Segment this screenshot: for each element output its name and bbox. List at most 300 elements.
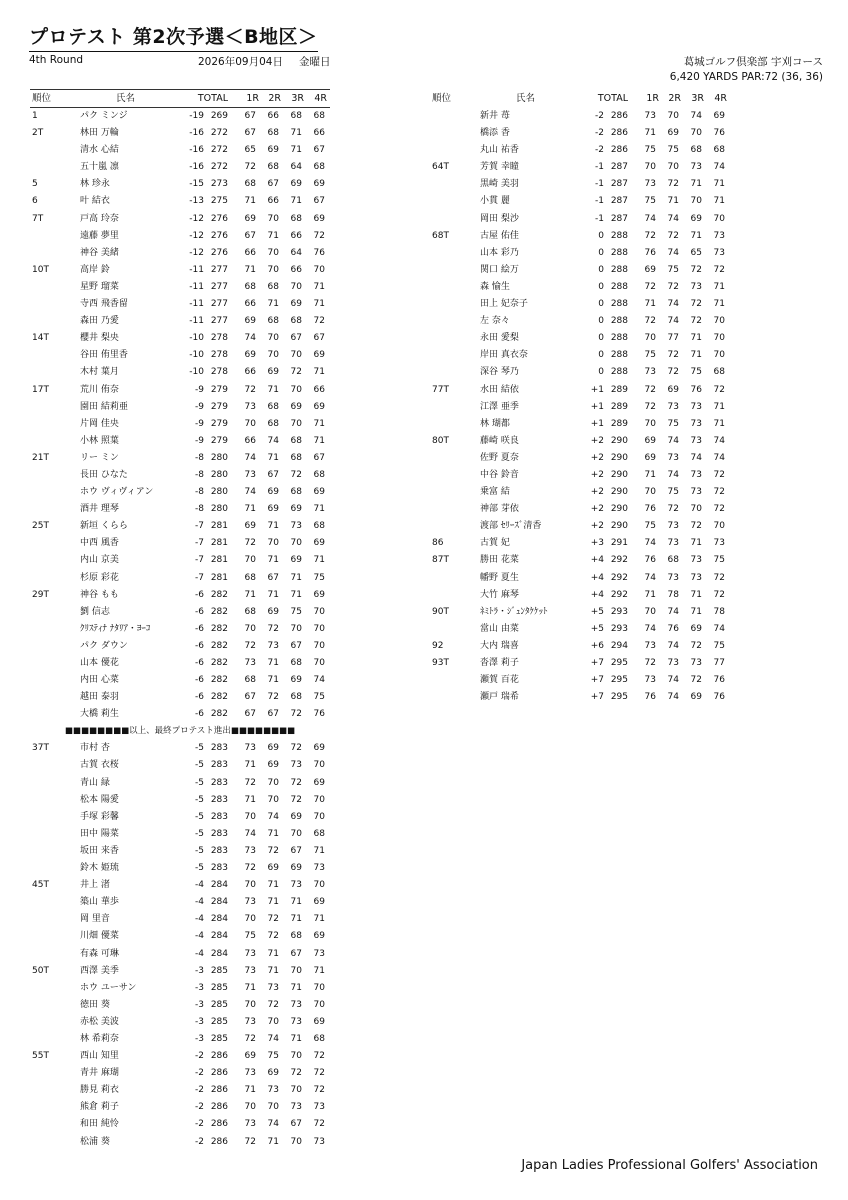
round-2-cell: 73	[667, 401, 679, 412]
total-score-cell: 293	[610, 606, 628, 617]
round-1-cell: 74	[244, 828, 256, 839]
total-score-cell: 283	[210, 743, 228, 754]
round-4-cell: 76	[713, 692, 725, 703]
total-score-cell: 286	[210, 1051, 228, 1062]
total-score-cell: 288	[610, 333, 628, 344]
to-par-cell: -11	[189, 299, 204, 310]
to-par-cell: +2	[590, 435, 604, 446]
round-4-cell: 74	[713, 162, 725, 173]
to-par-cell: -5	[195, 811, 204, 822]
round-3-cell: 73	[290, 1102, 302, 1113]
round-2-cell: 74	[667, 299, 679, 310]
to-par-cell: -12	[189, 230, 204, 241]
position-cell: 1	[32, 111, 38, 121]
to-par-cell: -4	[195, 914, 204, 925]
round-4-cell: 69	[313, 350, 325, 361]
player-name-cell: 古賀 衣桜	[80, 760, 119, 771]
round-3-cell: 70	[690, 128, 702, 139]
round-4-cell: 71	[313, 281, 325, 292]
round-2-cell: 70	[267, 777, 279, 788]
to-par-cell: 0	[598, 333, 604, 344]
position-cell: 93T	[432, 658, 449, 668]
table-row	[30, 1082, 330, 1099]
player-name-cell: ホウ ユーサン	[80, 982, 137, 993]
table-row	[30, 330, 330, 347]
to-par-cell: +1	[590, 418, 604, 429]
round-4-cell: 70	[313, 623, 325, 634]
round-2-cell: 69	[267, 606, 279, 617]
round-3-cell: 69	[290, 179, 302, 190]
position-cell: 55T	[32, 1051, 49, 1062]
to-par-cell: -6	[195, 606, 204, 617]
to-par-cell: -9	[195, 418, 204, 429]
round-1-cell: 75	[644, 196, 656, 207]
round-1-cell: 70	[244, 418, 256, 429]
round-3-cell: 69	[290, 811, 302, 822]
round-2-cell: 72	[667, 230, 679, 241]
to-par-cell: 0	[598, 367, 604, 378]
to-par-cell: -7	[195, 572, 204, 583]
round-4-cell: 70	[713, 333, 725, 344]
round-4-cell: 70	[313, 606, 325, 617]
player-name-cell: 内田 心菜	[80, 675, 119, 686]
round-4-cell: 73	[313, 863, 325, 874]
total-score-cell: 288	[610, 350, 628, 361]
player-name-cell: 瀬戸 瑞希	[480, 692, 519, 703]
round-1-cell: 71	[244, 196, 256, 207]
to-par-cell: -3	[195, 982, 204, 993]
total-score-cell: 277	[210, 281, 228, 292]
to-par-cell: -8	[195, 469, 204, 480]
to-par-cell: -1	[595, 213, 604, 224]
round-3-cell: 70	[290, 1085, 302, 1096]
total-score-cell: 283	[210, 777, 228, 788]
round-2-cell: 74	[667, 640, 679, 651]
total-score-cell: 280	[210, 487, 228, 498]
player-name-cell: 沓澤 莉子	[480, 658, 519, 668]
round-3-cell: 70	[290, 1136, 302, 1147]
header-round-4: 4R	[714, 93, 727, 104]
player-name-cell: 乗富 結	[480, 487, 510, 498]
round-1-cell: 68	[244, 572, 256, 583]
footer-organization: Japan Ladies Professional Golfers' Association	[521, 1158, 818, 1173]
total-score-cell: 275	[210, 196, 228, 207]
player-name-cell: 谷田 侑里香	[80, 350, 128, 361]
round-2-cell: 71	[267, 880, 279, 891]
round-2-cell: 72	[267, 914, 279, 925]
total-score-cell: 280	[210, 504, 228, 515]
to-par-cell: -7	[195, 521, 204, 532]
table-row	[30, 364, 330, 381]
to-par-cell: -7	[195, 538, 204, 549]
player-name-cell: 川畑 優菜	[80, 931, 119, 942]
player-name-cell: 清水 心結	[80, 145, 119, 156]
round-3-cell: 71	[690, 589, 702, 600]
to-par-cell: -5	[195, 760, 204, 771]
round-3-cell: 66	[290, 230, 302, 241]
round-2-cell: 71	[267, 521, 279, 532]
player-name-cell: 徳田 葵	[80, 999, 110, 1010]
round-1-cell: 70	[644, 333, 656, 344]
round-1-cell: 69	[244, 521, 256, 532]
round-2-cell: 74	[267, 811, 279, 822]
table-row	[30, 860, 330, 877]
player-name-cell: 古賀 妃	[480, 538, 510, 549]
position-cell: 21T	[32, 452, 49, 463]
round-2-cell: 71	[267, 948, 279, 959]
player-name-cell: 戸高 玲奈	[80, 213, 119, 224]
table-row	[30, 211, 330, 228]
round-2-cell: 70	[667, 162, 679, 173]
round-2-cell: 70	[267, 350, 279, 361]
player-name-cell: 大竹 麻琴	[480, 589, 519, 600]
player-name-cell: 築山 華歩	[80, 897, 119, 908]
to-par-cell: -6	[195, 675, 204, 686]
player-name-cell: 中西 風香	[80, 538, 119, 549]
round-3-cell: 73	[690, 401, 702, 412]
round-2-cell: 69	[667, 128, 679, 139]
round-4-cell: 70	[713, 350, 725, 361]
round-1-cell: 73	[244, 1068, 256, 1079]
round-3-cell: 70	[290, 623, 302, 634]
player-name-cell: 有森 可琳	[80, 948, 119, 959]
round-4-cell: 76	[313, 247, 325, 258]
round-3-cell: 71	[290, 196, 302, 207]
round-4-cell: 68	[313, 1033, 325, 1044]
total-score-cell: 285	[210, 1033, 228, 1044]
round-3-cell: 72	[690, 264, 702, 275]
round-3-cell: 69	[290, 863, 302, 874]
round-4-cell: 70	[713, 521, 725, 532]
round-1-cell: 73	[244, 1119, 256, 1130]
round-3-cell: 71	[690, 538, 702, 549]
round-2-cell: 73	[667, 521, 679, 532]
player-name-cell: 松浦 葵	[80, 1136, 110, 1147]
player-name-cell: 内山 京美	[80, 555, 119, 566]
round-1-cell: 73	[244, 658, 256, 668]
total-score-cell: 272	[210, 145, 228, 156]
player-name-cell: 酒井 理琴	[80, 504, 119, 515]
player-name-cell: 木村 葉月	[80, 367, 119, 378]
round-2-cell: 75	[267, 1051, 279, 1062]
table-row	[30, 997, 330, 1014]
round-4-cell: 70	[313, 982, 325, 993]
to-par-cell: +6	[590, 640, 604, 651]
round-1-cell: 73	[644, 111, 656, 121]
round-1-cell: 72	[244, 1033, 256, 1044]
table-row	[30, 1014, 330, 1031]
player-name-cell: 熊倉 莉子	[80, 1102, 119, 1113]
player-name-cell: 山本 彩乃	[480, 247, 519, 258]
to-par-cell: +7	[590, 658, 604, 668]
round-2-cell: 72	[667, 504, 679, 515]
round-4-cell: 71	[713, 196, 725, 207]
total-score-cell: 295	[610, 658, 628, 668]
table-row	[30, 946, 330, 963]
round-1-cell: 68	[244, 675, 256, 686]
total-score-cell: 287	[610, 162, 628, 173]
round-4-cell: 71	[313, 367, 325, 378]
round-3-cell: 72	[690, 521, 702, 532]
round-4-cell: 72	[713, 572, 725, 583]
header-round-3: 3R	[691, 93, 704, 104]
round-2-cell: 74	[667, 469, 679, 480]
header-total: TOTAL	[197, 93, 228, 104]
round-3-cell: 73	[690, 555, 702, 566]
to-par-cell: 0	[598, 316, 604, 327]
to-par-cell: -9	[195, 435, 204, 446]
round-1-cell: 70	[244, 999, 256, 1010]
round-3-cell: 72	[290, 743, 302, 754]
player-name-cell: 藤崎 咲良	[480, 435, 519, 446]
player-name-cell: 叶 結衣	[80, 196, 110, 207]
player-name-cell: 井上 渚	[80, 880, 110, 891]
round-4-cell: 68	[313, 521, 325, 532]
round-1-cell: 72	[244, 162, 256, 173]
round-2-cell: 72	[667, 350, 679, 361]
position-cell: 7T	[32, 213, 44, 224]
total-score-cell: 283	[210, 845, 228, 856]
round-2-cell: 69	[267, 743, 279, 754]
table-row	[30, 518, 330, 535]
to-par-cell: -2	[595, 145, 604, 156]
player-name-cell: リー ミン	[80, 452, 119, 463]
total-score-cell: 281	[210, 521, 228, 532]
player-name-cell: 西山 知里	[80, 1051, 119, 1062]
round-2-cell: 74	[267, 435, 279, 446]
player-name-cell: 荒川 侑奈	[80, 384, 119, 395]
round-3-cell: 73	[290, 1016, 302, 1027]
round-3-cell: 70	[690, 504, 702, 515]
round-3-cell: 69	[290, 675, 302, 686]
round-4-cell: 70	[713, 316, 725, 327]
table-row	[30, 382, 330, 399]
player-name-cell: 片岡 佳央	[80, 418, 119, 429]
to-par-cell: +3	[590, 538, 604, 549]
round-2-cell: 70	[667, 111, 679, 121]
player-name-cell: 劉 信志	[80, 606, 110, 617]
round-3-cell: 73	[690, 435, 702, 446]
total-score-cell: 290	[610, 504, 628, 515]
round-1-cell: 72	[644, 230, 656, 241]
to-par-cell: -8	[195, 487, 204, 498]
round-4-cell: 72	[713, 264, 725, 275]
round-4-cell: 75	[713, 555, 725, 566]
round-3-cell: 71	[690, 333, 702, 344]
round-4-cell: 69	[313, 743, 325, 754]
position-cell: 90T	[432, 606, 449, 617]
round-3-cell: 68	[290, 213, 302, 224]
to-par-cell: -6	[195, 640, 204, 651]
total-score-cell: 291	[610, 538, 628, 549]
player-name-cell: 瀬賀 百花	[480, 675, 519, 686]
round-3-cell: 72	[290, 367, 302, 378]
player-name-cell: ホウ ヴィヴィアン	[80, 487, 154, 498]
table-row	[30, 604, 330, 621]
total-score-cell: 269	[210, 111, 228, 121]
round-4-cell: 74	[713, 452, 725, 463]
player-name-cell: 杉原 彩花	[80, 572, 119, 583]
round-2-cell: 76	[667, 623, 679, 634]
to-par-cell: 0	[598, 247, 604, 258]
round-4-cell: 73	[313, 948, 325, 959]
round-1-cell: 69	[244, 213, 256, 224]
round-1-cell: 74	[644, 538, 656, 549]
header-name: 氏名	[116, 93, 136, 104]
round-3-cell: 68	[690, 145, 702, 156]
round-1-cell: 70	[644, 418, 656, 429]
round-2-cell: 74	[267, 1119, 279, 1130]
round-4-cell: 69	[313, 897, 325, 908]
round-1-cell: 73	[244, 948, 256, 959]
round-2-cell: 74	[667, 606, 679, 617]
total-score-cell: 286	[210, 1068, 228, 1079]
round-1-cell: 76	[644, 504, 656, 515]
round-1-cell: 69	[644, 264, 656, 275]
player-name-cell: 林 珍永	[80, 179, 110, 190]
table-row	[30, 826, 330, 843]
to-par-cell: -5	[195, 863, 204, 874]
round-2-cell: 74	[667, 213, 679, 224]
round-1-cell: 70	[244, 1102, 256, 1113]
player-name-cell: 永田 愛梨	[480, 333, 519, 344]
round-2-cell: 68	[267, 281, 279, 292]
round-4-cell: 71	[313, 845, 325, 856]
round-2-cell: 75	[667, 264, 679, 275]
table-row	[30, 570, 330, 587]
round-2-cell: 73	[267, 982, 279, 993]
round-4-cell: 68	[313, 469, 325, 480]
position-cell: 68T	[432, 230, 449, 241]
total-score-cell: 286	[210, 1085, 228, 1096]
to-par-cell: +2	[590, 504, 604, 515]
round-2-cell: 70	[267, 247, 279, 258]
round-4-cell: 71	[313, 914, 325, 925]
to-par-cell: -10	[189, 350, 204, 361]
round-4-cell: 72	[313, 316, 325, 327]
total-score-cell: 287	[610, 213, 628, 224]
table-row	[30, 621, 330, 638]
to-par-cell: -6	[195, 589, 204, 600]
total-score-cell: 280	[210, 452, 228, 463]
round-4-cell: 68	[313, 111, 325, 121]
round-3-cell: 74	[690, 111, 702, 121]
round-1-cell: 74	[244, 333, 256, 344]
round-4-cell: 72	[713, 589, 725, 600]
to-par-cell: -1	[595, 179, 604, 190]
round-1-cell: 70	[644, 162, 656, 173]
round-4-cell: 71	[313, 965, 325, 976]
event-date: 2026年09月04日	[198, 56, 283, 68]
header-position: 順位	[32, 93, 52, 104]
round-2-cell: 67	[267, 179, 279, 190]
round-2-cell: 78	[667, 589, 679, 600]
round-1-cell: 71	[644, 128, 656, 139]
player-name-cell: 當山 由菜	[480, 623, 519, 634]
total-score-cell: 295	[610, 692, 628, 703]
table-row	[30, 1065, 330, 1082]
player-name-cell: 大内 瑞喜	[480, 640, 519, 651]
round-4-cell: 73	[313, 1136, 325, 1147]
to-par-cell: +2	[590, 452, 604, 463]
to-par-cell: -2	[595, 128, 604, 139]
round-2-cell: 72	[267, 623, 279, 634]
round-4-cell: 71	[313, 299, 325, 310]
round-label: 4th Round	[29, 54, 84, 66]
round-2-cell: 75	[667, 145, 679, 156]
round-2-cell: 73	[267, 1085, 279, 1096]
total-score-cell: 289	[610, 384, 628, 395]
table-row	[30, 279, 330, 296]
player-name-cell: 神谷 美緒	[80, 247, 119, 258]
round-3-cell: 71	[290, 982, 302, 993]
to-par-cell: -2	[195, 1102, 204, 1113]
round-4-cell: 69	[313, 777, 325, 788]
player-name-cell: 渡部 ｾﾘｰｽﾞ清香	[480, 521, 542, 532]
round-3-cell: 72	[290, 709, 302, 720]
position-cell: 10T	[32, 264, 49, 275]
to-par-cell: -16	[189, 145, 204, 156]
player-name-cell: 鈴木 姫琉	[80, 863, 119, 874]
total-score-cell: 285	[210, 965, 228, 976]
round-1-cell: 71	[244, 760, 256, 771]
round-4-cell: 70	[713, 213, 725, 224]
round-3-cell: 70	[290, 538, 302, 549]
total-score-cell: 282	[210, 675, 228, 686]
to-par-cell: -4	[195, 931, 204, 942]
round-3-cell: 67	[290, 1119, 302, 1130]
total-score-cell: 286	[610, 128, 628, 139]
round-4-cell: 67	[313, 333, 325, 344]
round-1-cell: 67	[244, 709, 256, 720]
to-par-cell: -7	[195, 555, 204, 566]
player-name-cell: 古屋 佑佳	[480, 230, 519, 241]
round-4-cell: 70	[313, 794, 325, 805]
round-4-cell: 68	[713, 145, 725, 156]
total-score-cell: 282	[210, 606, 228, 617]
to-par-cell: -11	[189, 316, 204, 327]
total-score-cell: 286	[210, 1119, 228, 1130]
round-1-cell: 74	[644, 623, 656, 634]
table-row	[30, 159, 330, 176]
player-name-cell: 神部 芽依	[480, 504, 519, 515]
round-2-cell: 70	[267, 794, 279, 805]
to-par-cell: -3	[195, 1033, 204, 1044]
round-3-cell: 67	[290, 845, 302, 856]
round-3-cell: 70	[290, 281, 302, 292]
round-2-cell: 69	[667, 384, 679, 395]
round-2-cell: 75	[667, 487, 679, 498]
round-4-cell: 72	[713, 469, 725, 480]
player-name-cell: 森田 乃愛	[80, 316, 119, 327]
rows-above-cut	[30, 108, 330, 723]
total-score-cell: 285	[210, 999, 228, 1010]
table-row	[30, 638, 330, 655]
round-4-cell: 71	[713, 401, 725, 412]
player-name-cell: ｸﾘｽﾃｨﾅ ﾅﾀﾘｱ・ﾖｰｺ	[80, 623, 151, 634]
total-score-cell: 276	[210, 213, 228, 224]
round-2-cell: 71	[267, 452, 279, 463]
player-name-cell: 神谷 もも	[80, 589, 119, 600]
position-cell: 92	[432, 640, 444, 651]
round-2-cell: 67	[267, 572, 279, 583]
round-1-cell: 76	[644, 555, 656, 566]
round-1-cell: 72	[244, 384, 256, 395]
table-row	[30, 296, 330, 313]
round-3-cell: 74	[690, 452, 702, 463]
round-2-cell: 72	[267, 845, 279, 856]
round-3-cell: 76	[690, 384, 702, 395]
